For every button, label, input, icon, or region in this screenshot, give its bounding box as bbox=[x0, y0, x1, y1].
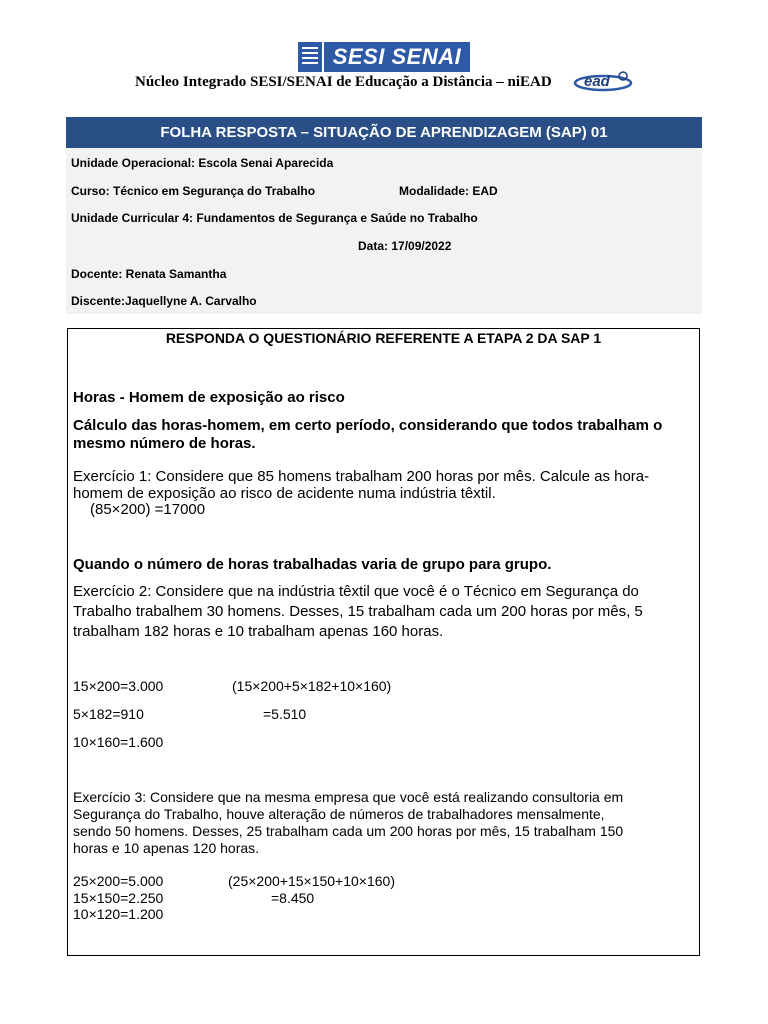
curso: Curso: Técnico em Segurança do Trabalho bbox=[71, 184, 316, 198]
exercise3-line4: horas e 10 apenas 120 horas. bbox=[73, 840, 260, 856]
sap-title-bar: FOLHA RESPOSTA – SITUAÇÃO DE APRENDIZAGEM (SAP) 01 bbox=[66, 117, 702, 148]
exercise3-formula: (25×200+15×150+10×160) bbox=[228, 873, 395, 889]
exercise2-line3: trabalham 182 horas e 10 trabalham apenas 160 horas. bbox=[73, 623, 444, 640]
exercise2-calc3: 10×160=1.600 bbox=[73, 734, 164, 750]
exercise3-calc2: 15×150=2.250 bbox=[73, 890, 164, 906]
heading-calculo-l2: mesmo número de horas. bbox=[73, 435, 256, 452]
unidade-operacional: Unidade Operacional: Escola Senai Aparecida bbox=[71, 156, 334, 170]
exercise2-line1: Exercício 2: Considere que na indústria têxtil que você é o Técnico em Segurança do bbox=[73, 583, 639, 600]
modalidade: Modalidade: EAD bbox=[399, 184, 498, 198]
exercise1-line1: Exercício 1: Considere que 85 homens trabalham 200 horas por mês. Calcule as hora- bbox=[73, 468, 650, 485]
info-box bbox=[66, 148, 702, 314]
exercise2-result: =5.510 bbox=[263, 706, 307, 722]
exercise2-formula: (15×200+5×182+10×160) bbox=[232, 678, 392, 694]
exercise2-line2: Trabalho trabalhem 30 homens. Desses, 15 trabalham cada um 200 horas por mês, 5 bbox=[73, 603, 643, 620]
questionnaire-box bbox=[67, 328, 700, 956]
heading-horas-homem: Horas - Homem de exposição ao risco bbox=[73, 389, 345, 406]
heading-varia-grupo: Quando o número de horas trabalhadas varia de grupo para grupo. bbox=[73, 556, 552, 573]
exercise2-calc2: 5×182=910 bbox=[73, 706, 144, 722]
docente: Docente: Renata Samantha bbox=[71, 267, 227, 281]
exercise3-calc3: 10×120=1.200 bbox=[73, 906, 164, 922]
questionnaire-title: RESPONDA O QUESTIONÁRIO REFERENTE A ETAPA 2 DA SAP 1 bbox=[165, 330, 602, 346]
unidade-curricular: Unidade Curricular 4: Fundamentos de Segurança e Saúde no Trabalho bbox=[71, 211, 478, 225]
exercise3-calc1: 25×200=5.000 bbox=[73, 873, 164, 889]
discente: Discente:Jaquellyne A. Carvalho bbox=[71, 294, 257, 308]
exercise1-line2: homem de exposição ao risco de acidente numa indústria têxtil. bbox=[73, 485, 496, 502]
exercise3-result: =8.450 bbox=[271, 890, 315, 906]
sesi-senai-logo bbox=[298, 42, 470, 72]
exercise3-line1: Exercício 3: Considere que na mesma empresa que você está realizando consultoria em bbox=[73, 789, 624, 805]
logo-emblem-icon bbox=[298, 42, 322, 72]
ead-logo-icon bbox=[573, 70, 633, 92]
heading-calculo-l1: Cálculo das horas-homem, em certo período, considerando que todos trabalham o bbox=[73, 417, 663, 434]
exercise1-answer: (85×200) =17000 bbox=[90, 501, 206, 518]
exercise3-line2: Segurança do Trabalho, houve alteração de números de trabalhadores mensalmente, bbox=[73, 806, 605, 822]
institution-name: Núcleo Integrado SESI/SENAI de Educação a Distância – niEAD bbox=[135, 74, 552, 90]
exercise2-calc1: 15×200=3.000 bbox=[73, 678, 164, 694]
logo-text: SESI SENAI bbox=[324, 42, 470, 72]
exercise3-line3: sendo 50 homens. Desses, 25 trabalham cada um 200 horas por mês, 15 trabalham 150 bbox=[73, 823, 624, 839]
ead-logo-text: ead bbox=[584, 73, 610, 90]
data: Data: 17/09/2022 bbox=[358, 239, 452, 253]
